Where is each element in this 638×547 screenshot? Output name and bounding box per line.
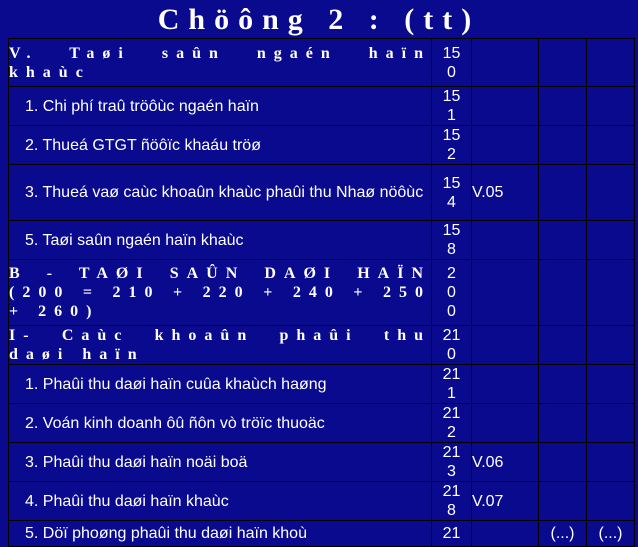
row-note [472,221,539,260]
row-code: 15 8 [432,221,472,260]
row-value-prior [587,404,635,443]
table-row [9,404,635,443]
row-value-prior [587,87,635,126]
row-value-prior [587,365,635,404]
row-description [9,365,432,404]
row-value-prior [587,443,635,482]
table-row [9,87,635,126]
row-description [9,165,432,221]
row-code: 15 0 [432,39,472,87]
row-description: V. Taøi saûn ngaén haïn khaùc [9,39,432,87]
row-note [472,126,539,165]
row-value-current [539,482,587,521]
table-row [9,165,635,221]
row-value-prior [587,39,635,87]
row-label: 1. Phaûi thu daøi haïn cuûa khaùch haøng [25,375,327,393]
row-note [472,326,539,365]
table-row [9,221,635,260]
table-row [9,126,635,165]
row-label: 5. Taøi saûn ngaén haïn khaùc [25,231,244,249]
balance-sheet-table [8,38,635,547]
row-value-current [539,39,587,87]
table-row [9,482,635,521]
row-code: 21 [432,521,472,547]
row-label: 3. Thueá vaø caùc khoaûn khaùc phaûi thu Nhaø nöôùc [25,184,424,201]
row-code: 15 4 [432,165,472,221]
row-value-prior [587,165,635,221]
row-description [9,221,432,260]
row-value-current [539,126,587,165]
row-value-current [539,404,587,443]
row-value-prior [587,482,635,521]
row-code: 21 2 [432,404,472,443]
row-code: 21 1 [432,365,472,404]
table-row [9,260,635,326]
row-description [9,443,432,482]
row-note: V.06 [472,443,539,482]
row-description: I- Caùc khoaûn phaûi thu daøi haïn [9,327,431,363]
row-description [9,404,432,443]
row-value-prior [587,126,635,165]
row-description [9,521,432,547]
row-value-prior [587,326,635,365]
row-label: 3. Phaûi thu daøi haïn noäi boä [25,453,248,471]
row-note: V.05 [472,165,539,221]
row-value-current [539,443,587,482]
row-label: 2. Thueá GTGT ñöôïc khaáu tröø [25,136,261,154]
row-value-current [539,165,587,221]
row-value-current: (...) [539,521,587,547]
row-value-current [539,260,587,326]
row-note [472,521,539,547]
row-value-current [539,87,587,126]
row-note [472,404,539,443]
row-code: 21 8 [432,482,472,521]
row-value-current [539,326,587,365]
row-code: 21 0 [432,326,472,365]
table-row [9,39,635,87]
row-value-current [539,221,587,260]
row-description [9,126,432,165]
row-value-prior: (...) [587,521,635,547]
table-row [9,365,635,404]
row-description [9,87,432,126]
row-label: 4. Phaûi thu daøi haïn khaùc [25,492,229,510]
row-note [472,260,539,326]
row-note: V.07 [472,482,539,521]
row-label: 1. Chi phí traû tröôùc ngaén haïn [25,97,259,115]
row-code: 2 0 0 [432,260,472,326]
row-note [472,365,539,404]
row-value-current [539,365,587,404]
row-code: 21 3 [432,443,472,482]
row-code: 15 2 [432,126,472,165]
row-note [472,87,539,126]
row-note [472,39,539,87]
table-row [9,326,635,365]
row-label: 5. Döï phoøng phaûi thu daøi haïn khoù [25,525,307,542]
table-row [9,443,635,482]
row-value-prior [587,221,635,260]
row-value-prior [587,260,635,326]
slide-title: Chöông 2 : (tt) [157,3,481,36]
row-description: B - TAØI SAÛN DAØI HAÏN (200 = 210 + 220 + 240 + 250 + 260) [9,260,432,326]
table-row [9,521,635,547]
row-label: 2. Voán kinh doanh ôû ñôn vò tröïc thuoäc [25,414,325,432]
row-description [9,482,432,521]
row-code: 15 1 [432,87,472,126]
